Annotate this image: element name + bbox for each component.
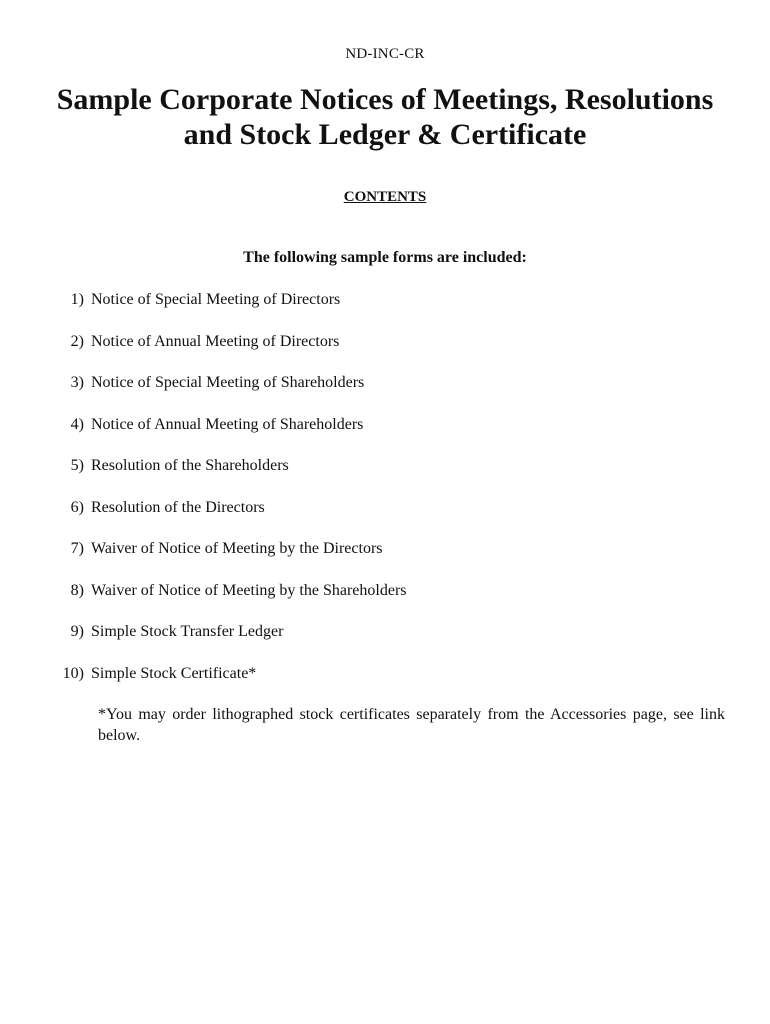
- list-item: [0, 581, 770, 623]
- list-item-label: Notice of Special Meeting of Directors: [91, 291, 341, 308]
- list-item-number: 6): [70, 498, 84, 516]
- list-item-label: Simple Stock Certificate*: [91, 664, 257, 682]
- list-item: [0, 373, 770, 415]
- list-item-label: Notice of Annual Meeting of Directors: [91, 332, 340, 350]
- list-item: [0, 290, 770, 332]
- document-code: ND-INC-CR: [345, 46, 425, 62]
- list-item-number: 9): [70, 623, 84, 640]
- document-title: [0, 82, 770, 152]
- list-item-label: Resolution of the Directors: [91, 498, 265, 516]
- list-item: [0, 332, 770, 374]
- document-title-line-1: Sample Corporate Notices of Meetings, Resolutions: [56, 83, 714, 116]
- list-item-label: Waiver of Notice of Meeting by the Shareholders: [91, 581, 407, 599]
- list-item: [0, 456, 770, 498]
- list-item-number: 2): [70, 332, 84, 350]
- list-item-label: Simple Stock Transfer Ledger: [91, 623, 284, 640]
- list-item-number: 3): [70, 374, 84, 391]
- list-item-number: 10): [62, 664, 84, 682]
- list-item-number: 7): [70, 540, 84, 557]
- list-item: [0, 415, 770, 457]
- list-item: [0, 664, 770, 706]
- list-item-number: 1): [70, 291, 84, 308]
- forms-intro: The following sample forms are included:: [243, 249, 527, 266]
- list-item-label: Notice of Annual Meeting of Shareholders: [91, 415, 364, 433]
- list-item: [0, 498, 770, 540]
- list-item-number: 4): [70, 415, 84, 433]
- footnote: *You may order lithographed stock certificates separately from the Accessories page, see link below.: [98, 706, 725, 744]
- list-item: [0, 539, 770, 581]
- list-item-number: 5): [70, 457, 84, 474]
- list-item-number: 8): [70, 581, 84, 599]
- list-item-label: Notice of Special Meeting of Shareholders: [91, 374, 365, 391]
- document-title-line-2: and Stock Ledger & Certificate: [183, 118, 587, 151]
- list-item: [0, 622, 770, 664]
- list-item-label: Resolution of the Shareholders: [91, 457, 289, 474]
- list-item-label: Waiver of Notice of Meeting by the Directors: [91, 540, 383, 557]
- forms-list: [0, 290, 770, 705]
- contents-heading: CONTENTS: [343, 189, 427, 205]
